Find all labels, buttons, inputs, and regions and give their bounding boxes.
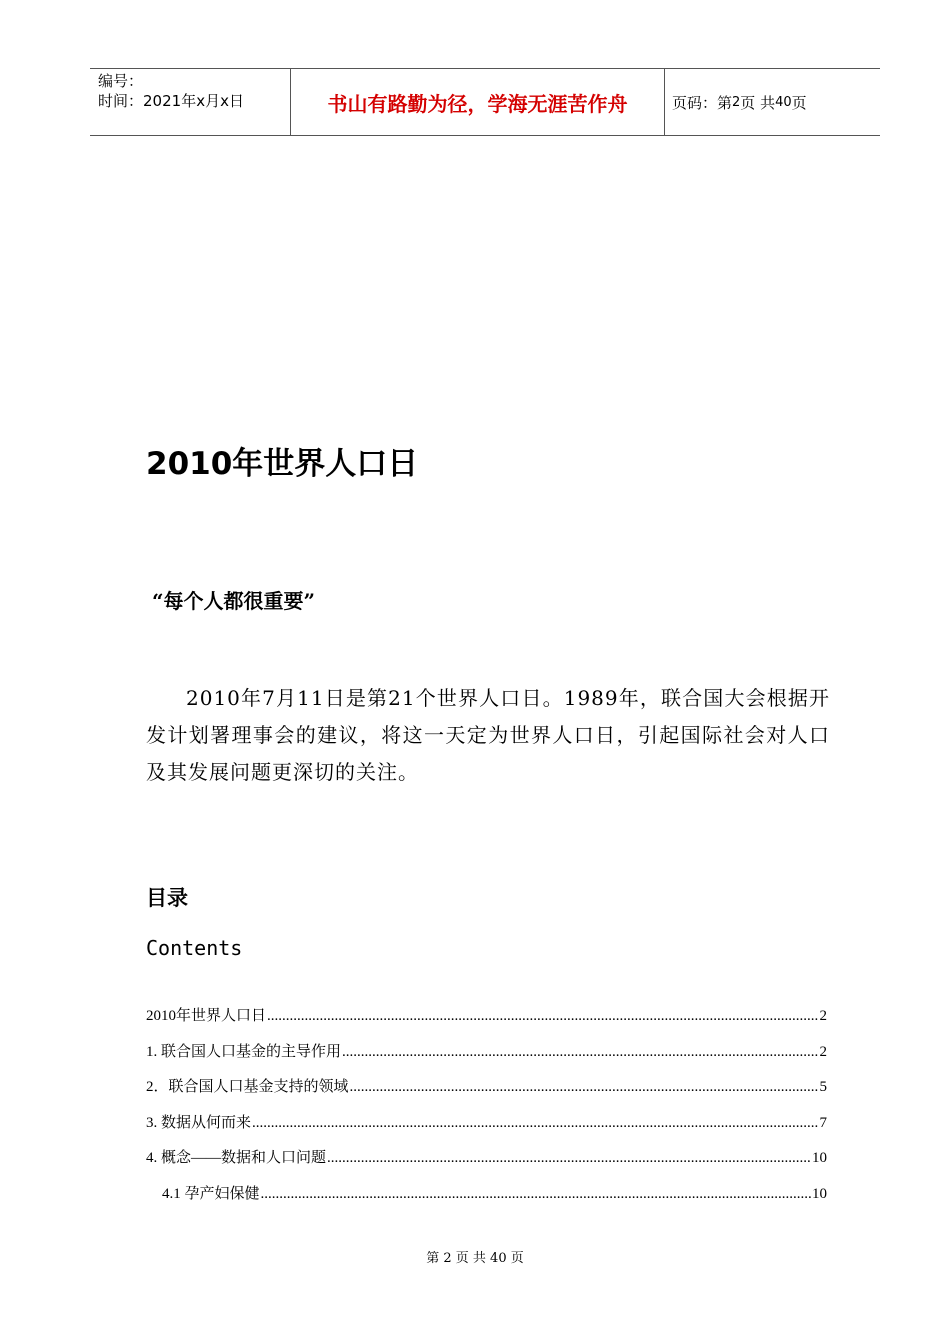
toc-entry-page: 2 <box>819 1043 827 1060</box>
toc-entry-page: 10 <box>812 1150 827 1166</box>
page-footer: 第 2 页 共 40 页 <box>426 1251 524 1266</box>
toc-entry-text: 3. 数据从何而来 <box>146 1114 252 1131</box>
toc-entry-text: 2．联合国人口基金支持的领域 <box>146 1079 349 1095</box>
toc-entry-text: 1. 联合国人口基金的主导作用 <box>146 1043 342 1060</box>
page-end: 页 <box>791 94 807 112</box>
time-label: 时间： <box>98 92 144 110</box>
toc-entry-page: 7 <box>819 1114 827 1131</box>
table-of-contents <box>146 1004 827 1217</box>
header-divider-right <box>664 69 665 136</box>
toc-entry-page: 10 <box>812 1185 827 1202</box>
time-value: 2021年x月x日 <box>143 92 244 110</box>
intro-paragraph: 2010年7月11日是第21个世界人口日。1989年，联合国大会根据开发计划署理事会的建议，将这一天定为世界人口日，引起国际社会对人口及其发展问题更深切的关注。 <box>146 686 830 784</box>
toc-entry[interactable] <box>146 1004 827 1040</box>
page-total: 40 <box>775 95 792 110</box>
toc-leader <box>342 1044 818 1061</box>
toc-heading: 目录 <box>146 885 188 910</box>
header-page-info <box>672 69 807 136</box>
toc-entry-text: 2010年世界人口日 <box>146 1008 267 1024</box>
page-mid: 页 共 <box>740 94 776 112</box>
toc-entry[interactable] <box>146 1182 827 1218</box>
toc-entry[interactable] <box>146 1146 827 1182</box>
header-meta <box>98 71 244 111</box>
toc-leader <box>327 1150 811 1167</box>
contents-heading: Contents <box>146 936 243 960</box>
toc-leader <box>252 1115 818 1132</box>
document-subtitle: “每个人都很重要” <box>152 589 316 613</box>
toc-entry-text: 4. 概念——数据和人口问题 <box>146 1150 327 1166</box>
page-label: 页码：第 <box>672 94 733 112</box>
page-header <box>90 68 880 136</box>
toc-leader <box>350 1079 819 1096</box>
toc-entry-page: 2 <box>819 1008 827 1024</box>
page-current: 2 <box>732 95 741 110</box>
toc-entry-text: 4.1 孕产妇保健 <box>162 1185 260 1202</box>
document-title: 2010年世界人口日 <box>146 446 419 482</box>
header-motto: 书山有路勤为径，学海无涯苦作舟 <box>327 92 628 116</box>
time-line <box>98 91 244 111</box>
toc-entry-page: 5 <box>819 1079 827 1095</box>
toc-leader <box>267 1008 818 1025</box>
toc-entry[interactable] <box>146 1111 827 1147</box>
toc-leader <box>261 1186 811 1203</box>
toc-entry[interactable] <box>146 1040 827 1076</box>
toc-entry[interactable] <box>146 1075 827 1111</box>
code-label: 编号： <box>98 72 144 90</box>
